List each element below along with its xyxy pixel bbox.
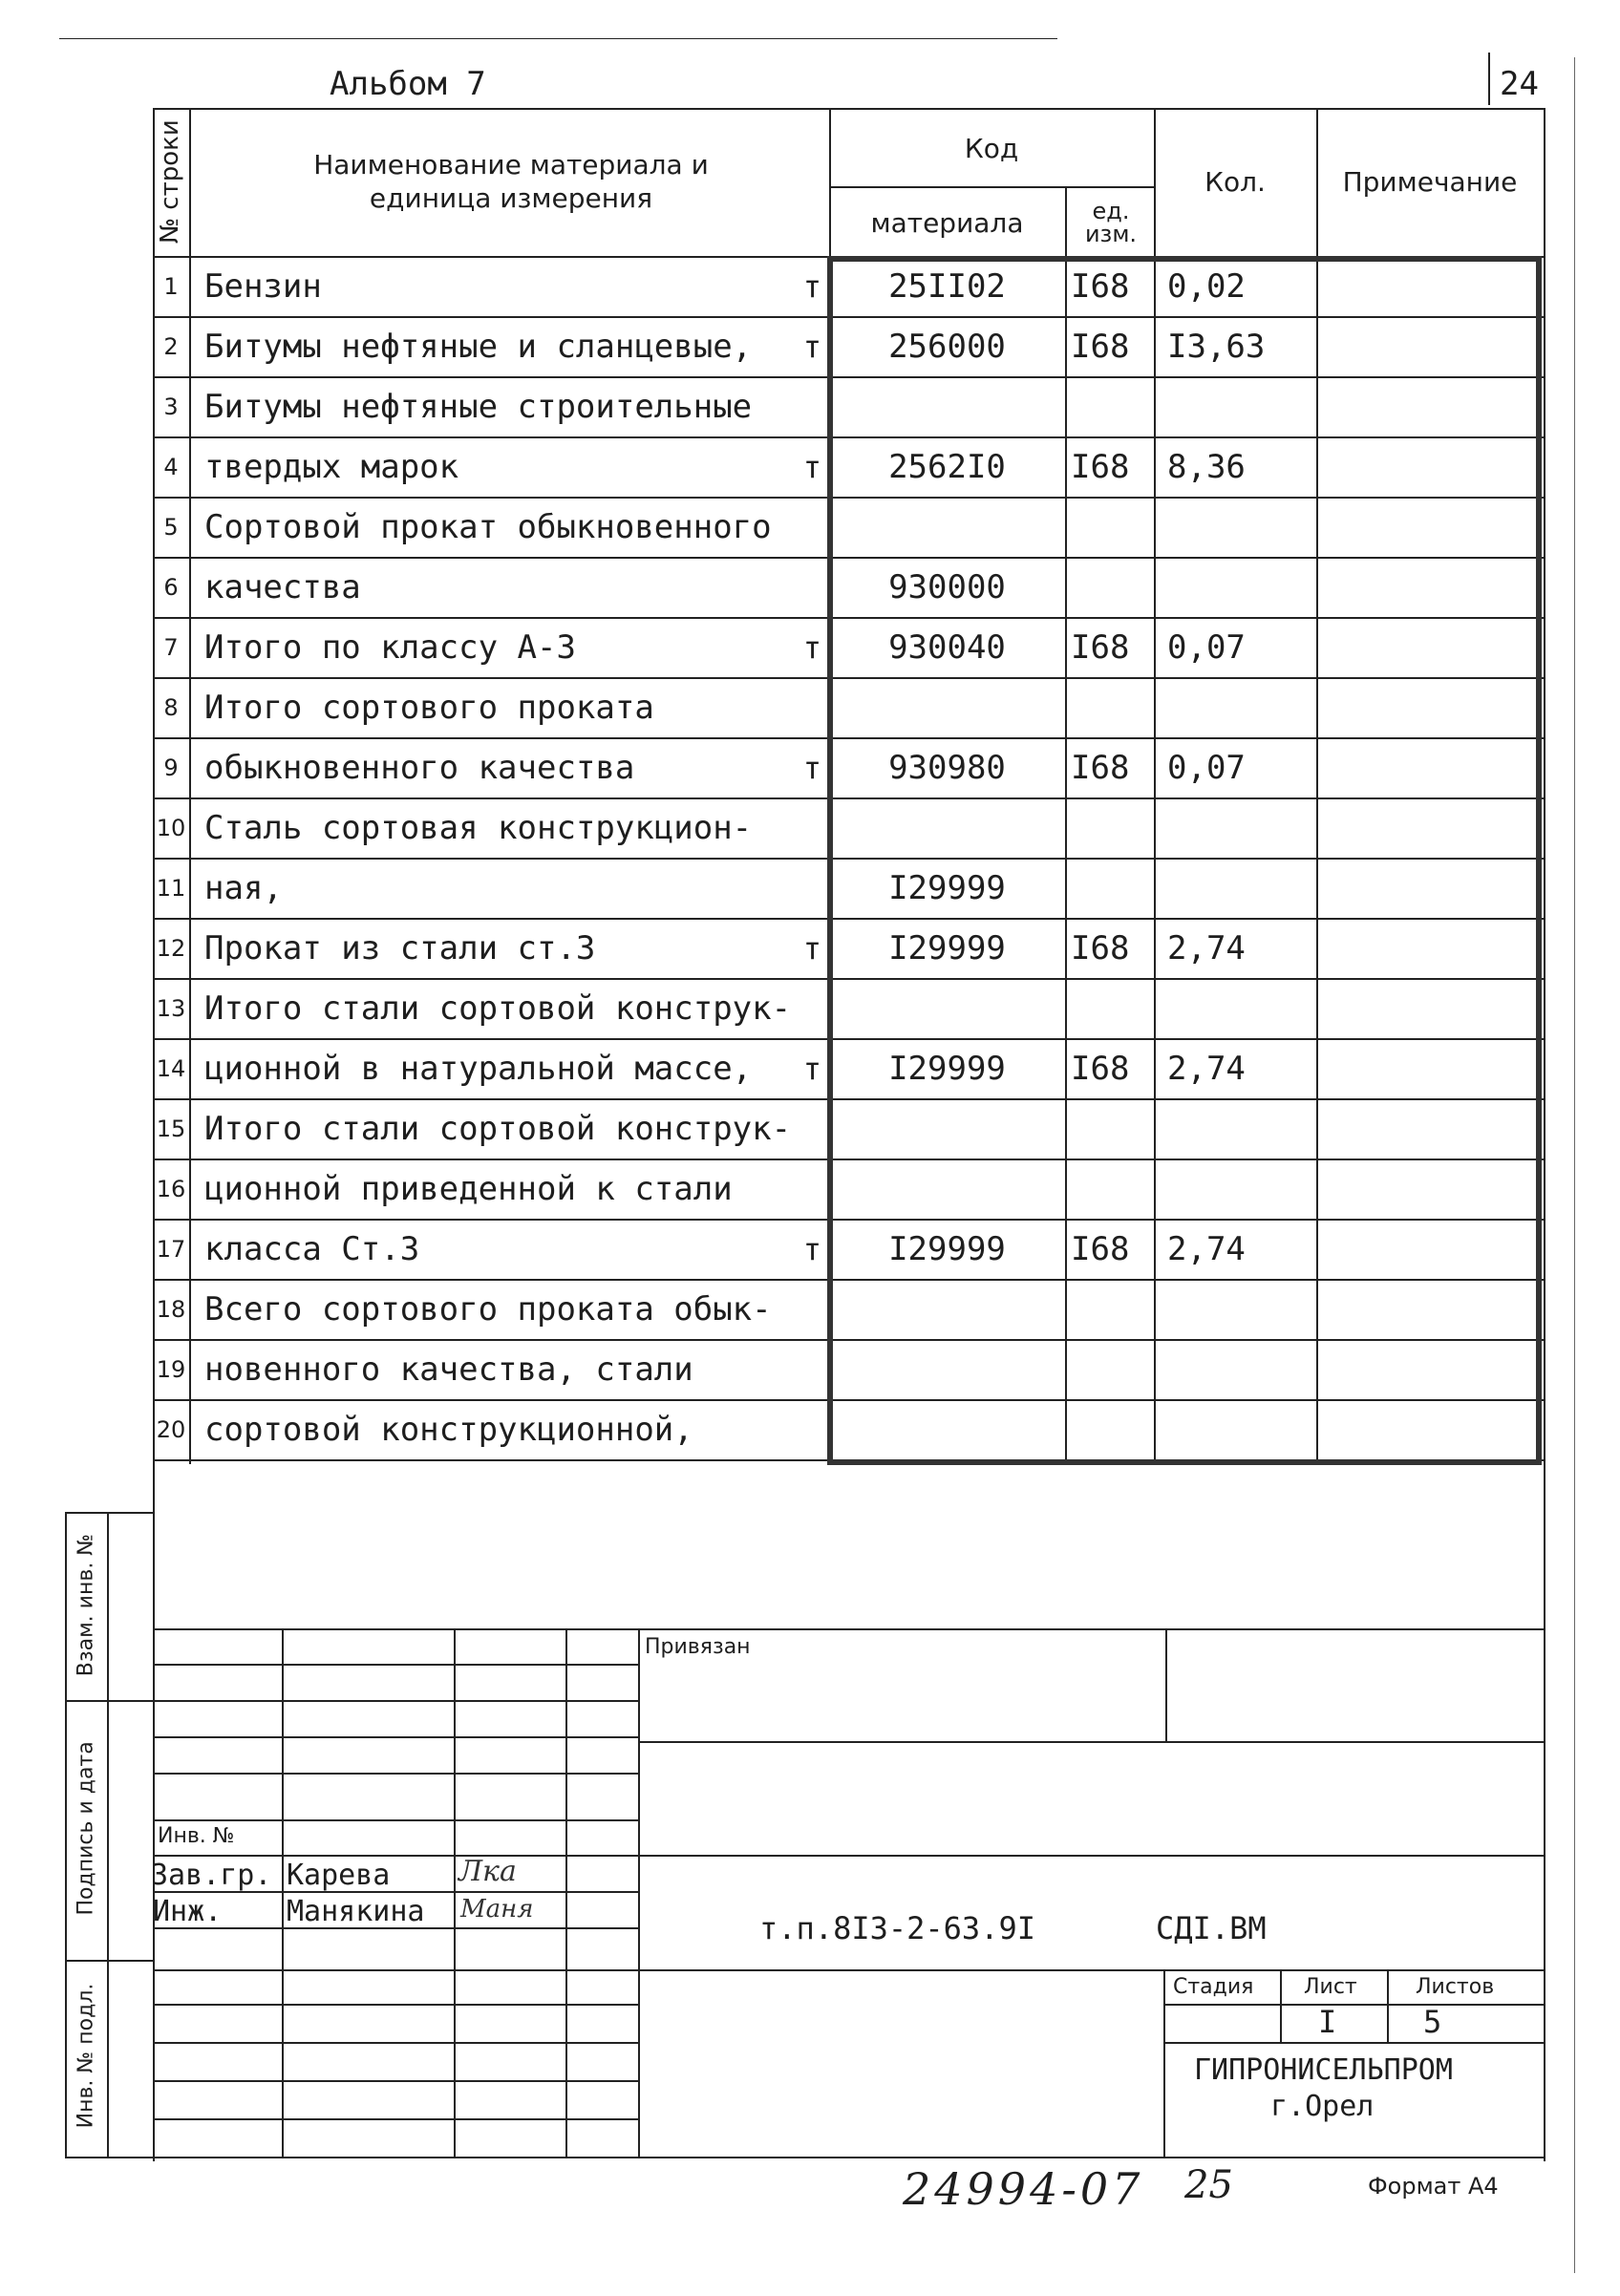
material-name: Сортовой прокат обыкновенного: [204, 507, 772, 546]
row-number: 12: [156, 934, 186, 962]
material-name: Итого по классу А-3: [204, 627, 576, 667]
quantity: [1154, 1159, 1330, 1219]
col-sep-ed-qty: [1154, 256, 1156, 1459]
archive-number: 24994-07: [903, 2163, 1144, 2215]
table-right-border: [1544, 108, 1545, 2161]
material-code: 930040: [888, 627, 1006, 667]
tb-mid-top: [638, 1855, 1545, 1857]
unit-code: [1065, 1159, 1160, 1219]
material-code: [829, 978, 1065, 1038]
side-label-podpis: Подпись и дата: [74, 1741, 98, 1916]
quantity: 0,02: [1167, 266, 1246, 306]
material-code: I29999: [888, 1049, 1006, 1088]
thick-right: [1536, 256, 1542, 1465]
unit-code: [1065, 497, 1160, 557]
material-name: ционной приведенной к стали: [204, 1169, 733, 1208]
material-name: качества: [204, 567, 361, 606]
quantity: 0,07: [1167, 748, 1246, 787]
material-code: [829, 1098, 1065, 1159]
col-sep-qty-note: [1316, 256, 1318, 1459]
material-unit: т: [802, 628, 821, 666]
sheet-value: I: [1318, 2004, 1337, 2040]
material-name: Итого стали сортовой конструк-: [204, 989, 791, 1028]
thick-left: [827, 256, 833, 1465]
album-label: Альбом 7: [330, 65, 486, 103]
side-top: [65, 1512, 153, 1514]
tb-grid-line: [153, 1736, 638, 1738]
material-unit: [791, 1339, 821, 1399]
unit-code: I68: [1071, 1229, 1130, 1268]
quantity: [1154, 797, 1330, 858]
tb-stage-split1: [1280, 1969, 1282, 2042]
tb-stage-bottom: [1163, 2042, 1545, 2044]
row-number: 14: [156, 1054, 186, 1082]
signature-1: Лка: [458, 1855, 517, 1888]
material-code: 2562I0: [888, 447, 1006, 486]
material-unit: т: [802, 328, 821, 365]
col-code-header: Код: [964, 132, 1019, 164]
unit-code: [1065, 557, 1160, 617]
tb-privyazan-bottom: [638, 1741, 1545, 1743]
city: г.Орел: [1270, 2090, 1375, 2123]
material-unit: т: [802, 448, 821, 485]
material-name: класса Ст.3: [204, 1229, 420, 1268]
side-label-vzam: Взам. инв. №: [74, 1533, 98, 1677]
row-number: 3: [163, 393, 179, 420]
tb-privyazan-split: [1165, 1628, 1167, 1741]
material-name: Прокат из стали ст.3: [204, 928, 596, 967]
material-code: [829, 1159, 1065, 1219]
page-number: 24: [1500, 65, 1539, 103]
material-unit: [791, 497, 821, 557]
tb-grid-line: [153, 1664, 638, 1666]
row-number: 5: [163, 513, 179, 541]
quantity: [1154, 858, 1330, 918]
material-code: [829, 1279, 1065, 1339]
sheets-value: 5: [1423, 2004, 1442, 2040]
row-number: 4: [163, 453, 179, 480]
tb-code-bottom: [638, 1969, 1545, 1971]
quantity: [1154, 557, 1330, 617]
quantity: I3,63: [1167, 327, 1266, 366]
tb-top: [153, 1628, 1545, 1630]
material-code: 930980: [888, 748, 1006, 787]
material-name: твердых марок: [204, 447, 459, 486]
row-number: 1: [163, 272, 179, 300]
material-code: [829, 497, 1065, 557]
unit-code: I68: [1071, 327, 1130, 366]
quantity: [1154, 376, 1330, 436]
quantity: [1154, 1098, 1330, 1159]
privyazan-label: Привязан: [645, 1635, 751, 1659]
quantity: [1154, 677, 1330, 737]
col-qty-header: Кол.: [1204, 165, 1266, 198]
stage-label: Стадия: [1173, 1975, 1254, 1999]
role-zav-gr: Зав.гр.: [151, 1859, 272, 1892]
material-unit: [791, 1098, 821, 1159]
material-code: 930000: [888, 567, 1006, 606]
unit-code: I68: [1071, 447, 1130, 486]
side-split-2: [65, 1960, 153, 1962]
row-number: 17: [156, 1235, 186, 1263]
quantity: [1154, 1399, 1330, 1459]
material-code: I29999: [888, 868, 1006, 907]
tb-stage-left: [1163, 1969, 1165, 2157]
name-manyakina: Манякина: [287, 1895, 425, 1928]
col-note-header: Примечание: [1342, 165, 1518, 198]
hdr-line-rownum: [189, 108, 191, 1464]
side-split-1: [65, 1700, 153, 1702]
role-inzh: Инж.: [153, 1895, 223, 1928]
unit-code: [1065, 1098, 1160, 1159]
page-number-divider: [1488, 53, 1490, 105]
quantity: 8,36: [1167, 447, 1246, 486]
unit-code: [1065, 677, 1160, 737]
material-unit: [791, 797, 821, 858]
quantity: [1154, 1279, 1330, 1339]
unit-code: [1065, 797, 1160, 858]
material-name: Битумы нефтяные и сланцевые,: [204, 327, 753, 366]
row-number: 20: [156, 1415, 186, 1443]
quantity: 2,74: [1167, 1049, 1246, 1088]
table-top-border: [153, 108, 1545, 110]
side-left-border: [65, 1512, 67, 2157]
quantity: [1154, 1339, 1330, 1399]
material-unit: [791, 858, 821, 918]
sheets-label: Листов: [1416, 1975, 1495, 1999]
material-code: [829, 1399, 1065, 1459]
tb-grid-line: [153, 2042, 638, 2044]
col-code-material-header: материала: [870, 206, 1024, 239]
material-unit: [791, 677, 821, 737]
tb-grid-line: [153, 2004, 638, 2006]
copy-number: 25: [1184, 2163, 1233, 2207]
row-number: 18: [156, 1295, 186, 1323]
row-number: 8: [163, 693, 179, 721]
row-number: 19: [156, 1355, 186, 1383]
material-code: 25II02: [888, 266, 1006, 306]
material-unit: [791, 557, 821, 617]
unit-code: I68: [1071, 1049, 1130, 1088]
inv-no-label: Инв. №: [158, 1824, 235, 1848]
tb-bottom: [153, 2157, 1545, 2158]
top-rule: [59, 38, 1057, 39]
quantity: 2,74: [1167, 928, 1246, 967]
material-unit: [791, 1279, 821, 1339]
row-number: 11: [156, 874, 186, 902]
row-number: 10: [156, 814, 186, 841]
designation: т.п.8I3-2-63.9I: [759, 1910, 1035, 1946]
sheet-label: Лист: [1304, 1975, 1357, 1999]
material-name: ная,: [204, 868, 283, 907]
right-margin-line: [1574, 57, 1575, 2273]
tb-grid-line: [153, 2118, 638, 2120]
unit-code: [1065, 978, 1160, 1038]
side-label-inv-podl: Инв. № подл.: [74, 1983, 98, 2129]
tb-grid-line: [153, 1700, 638, 1702]
name-kareva: Карева: [287, 1859, 391, 1892]
row-number: 15: [156, 1115, 186, 1142]
unit-code: [1065, 1339, 1160, 1399]
quantity: [1154, 497, 1330, 557]
material-code: [829, 1339, 1065, 1399]
material-name: новенного качества, стали: [204, 1350, 693, 1389]
col-sep-code-ed: [1065, 256, 1067, 1459]
tb-stage-mid: [1163, 2004, 1545, 2006]
material-unit: [791, 376, 821, 436]
tb-grid-line: [153, 1773, 638, 1775]
material-name: Битумы нефтяные строительные: [204, 387, 753, 426]
material-unit: [791, 1399, 821, 1459]
unit-code: I68: [1071, 266, 1130, 306]
material-code: [829, 797, 1065, 858]
side-inner-border: [107, 1512, 109, 2157]
tb-col4: [638, 1628, 640, 2157]
row-number: 2: [163, 332, 179, 360]
row-number: 13: [156, 994, 186, 1022]
material-name: ционной в натуральной массе,: [204, 1049, 753, 1088]
material-name: Итого стали сортовой конструк-: [204, 1109, 791, 1148]
material-code: 256000: [888, 327, 1006, 366]
material-unit: т: [802, 1230, 821, 1267]
unit-code: [1065, 1399, 1160, 1459]
tb-grid-line: [153, 2080, 638, 2082]
quantity: 0,07: [1167, 627, 1246, 667]
material-unit: т: [802, 929, 821, 967]
tb-grid-line: [153, 1819, 638, 1821]
unit-code: [1065, 1279, 1160, 1339]
tb-grid-line: [153, 1969, 638, 1971]
material-name: Сталь сортовая конструкцион-: [204, 808, 753, 847]
hdr-code-underline: [829, 186, 1154, 188]
thick-bottom: [827, 1459, 1542, 1465]
row-number: 6: [163, 573, 179, 601]
unit-code: [1065, 376, 1160, 436]
signature-2: Маня: [460, 1895, 534, 1924]
side-bottom: [65, 2157, 153, 2158]
row-number: 16: [156, 1175, 186, 1202]
col-rownum-header: № строки: [156, 119, 184, 244]
unit-code: I68: [1071, 627, 1130, 667]
col-name-header: Наименование материала и единица измерения: [313, 149, 709, 214]
format-label: Формат А4: [1368, 2173, 1499, 2200]
thick-top: [827, 256, 1542, 262]
row-number: 9: [163, 754, 179, 781]
tb-stage-split2: [1387, 1969, 1389, 2042]
doc-code: СДI.ВМ: [1156, 1910, 1267, 1946]
material-name: Всего сортового проката обык-: [204, 1289, 772, 1329]
quantity: [1154, 978, 1330, 1038]
quantity: 2,74: [1167, 1229, 1246, 1268]
tb-grid-line: [153, 1855, 638, 1857]
row-number: 7: [163, 633, 179, 661]
material-unit: т: [802, 749, 821, 786]
material-unit: т: [802, 267, 821, 305]
material-name: Бензин: [204, 266, 322, 306]
material-code: I29999: [888, 928, 1006, 967]
unit-code: I68: [1071, 928, 1130, 967]
material-name: сортовой конструкционной,: [204, 1410, 693, 1449]
unit-code: I68: [1071, 748, 1130, 787]
unit-code: [1065, 858, 1160, 918]
material-code: [829, 376, 1065, 436]
material-unit: т: [802, 1050, 821, 1087]
material-code: I29999: [888, 1229, 1006, 1268]
material-name: обыкновенного качества: [204, 748, 635, 787]
material-unit: [791, 1159, 821, 1219]
material-unit: [791, 978, 821, 1038]
material-name: Итого сортового проката: [204, 688, 654, 727]
col-code-unit-header: ед. изм.: [1084, 198, 1138, 247]
organization: ГИПРОНИСЕЛЬПРОМ: [1194, 2053, 1453, 2087]
material-code: [829, 677, 1065, 737]
hdr-line-code-split: [1065, 186, 1067, 256]
